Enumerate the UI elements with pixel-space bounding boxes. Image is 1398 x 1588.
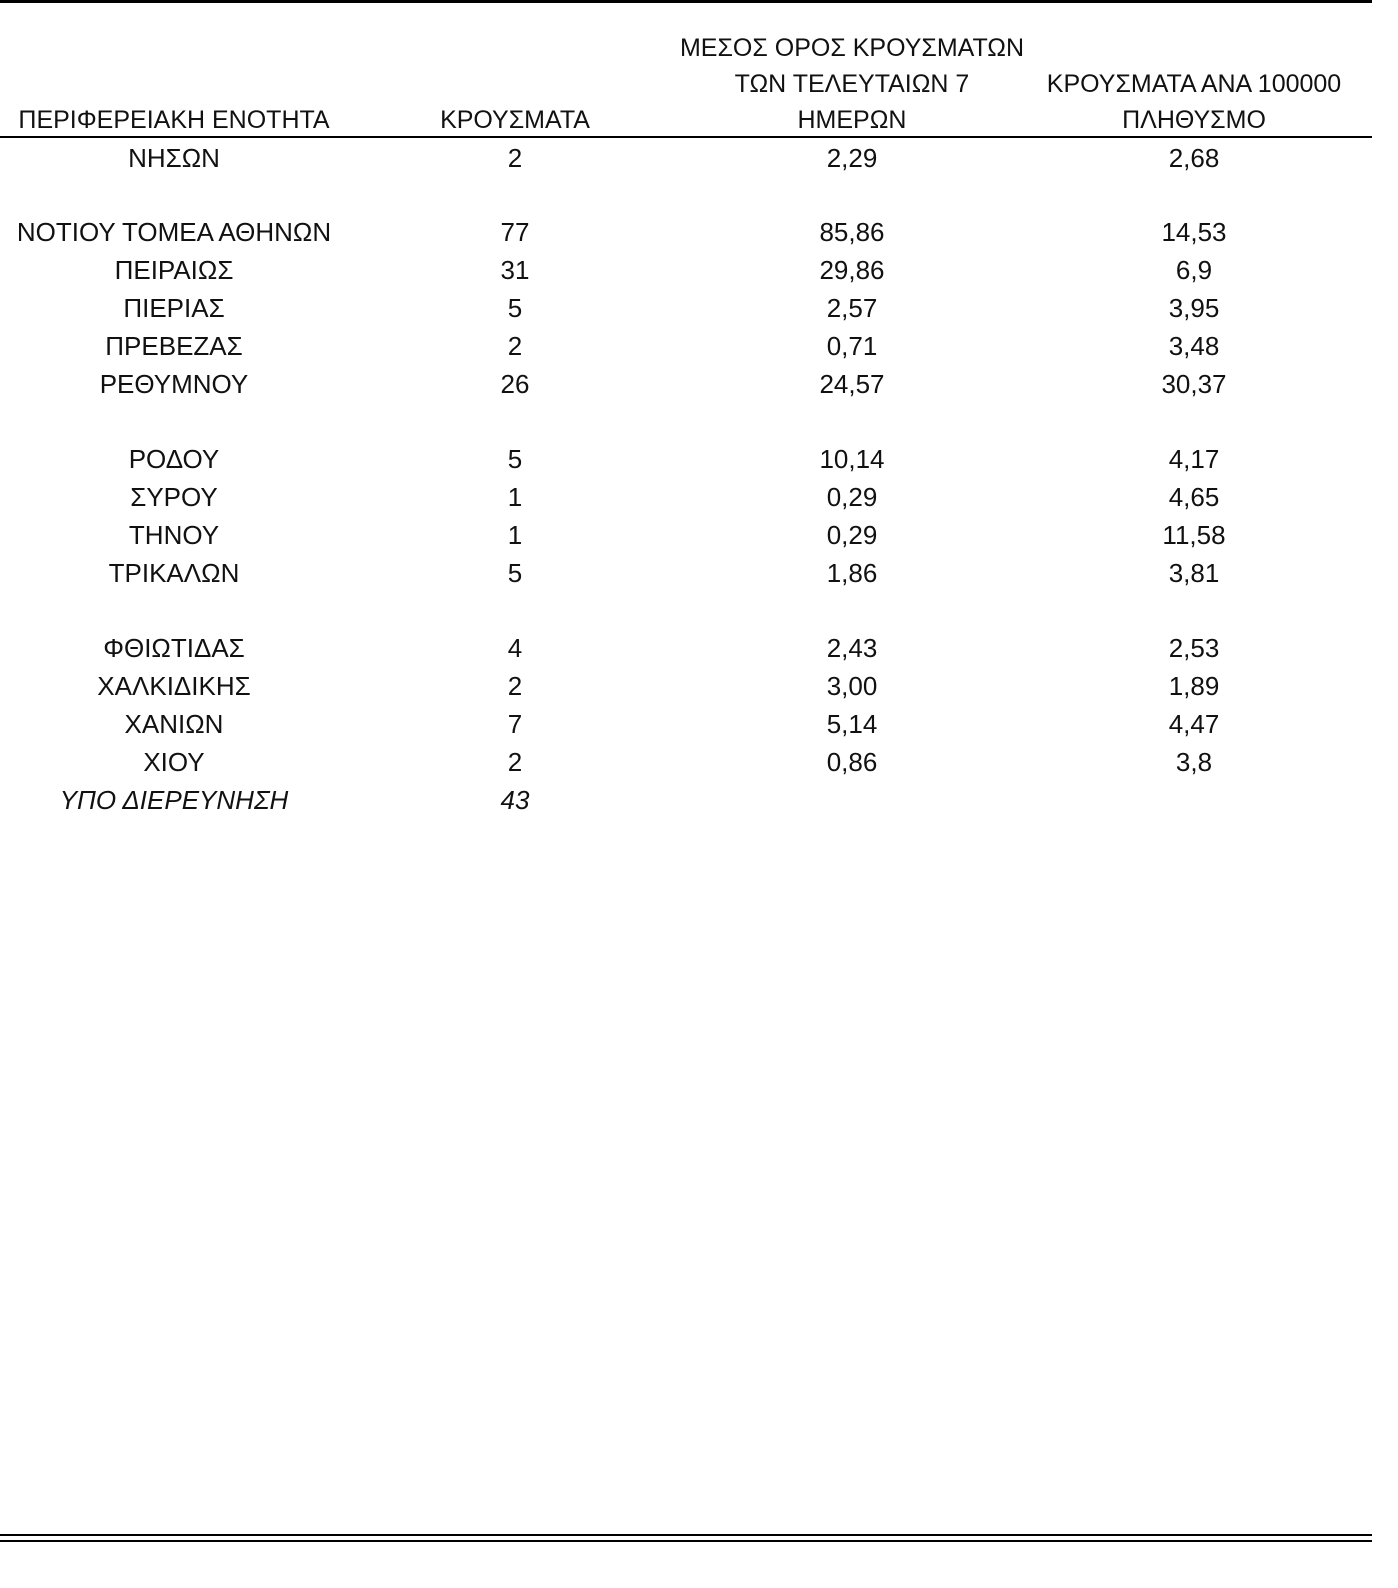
table-row [0, 668, 1372, 704]
cell-per100k: 6,9 [1175, 255, 1213, 285]
header-per100k-line-2: ΠΛΗΘΥΣΜΟ [1122, 106, 1266, 134]
cell-per100k: 30,37 [1161, 369, 1227, 399]
top-rule [0, 0, 1372, 3]
table-row [0, 744, 1372, 780]
table-row [0, 252, 1372, 288]
cell-avg7: 24,57 [819, 369, 885, 399]
table-row [0, 479, 1372, 515]
cell-region: ΠΙΕΡΙΑΣ [123, 293, 225, 323]
cell-per100k: 14,53 [1161, 217, 1227, 247]
cell-cases: 2 [507, 331, 523, 361]
bottom-rule-upper [0, 1534, 1372, 1536]
header-region [4, 34, 344, 138]
table-row [0, 706, 1372, 742]
cell-cases: 31 [500, 255, 530, 285]
cell-cases: 43 [500, 785, 530, 815]
header-cases [420, 34, 610, 138]
header-avg7 [652, 34, 1052, 138]
cell-avg7: 2,57 [826, 293, 878, 323]
cell-avg7: 1,86 [826, 558, 878, 588]
table-row [0, 630, 1372, 666]
cell-avg7: 85,86 [819, 217, 885, 247]
cell-avg7: 29,86 [819, 255, 885, 285]
table-row [0, 517, 1372, 553]
cell-per100k: 11,58 [1162, 520, 1226, 550]
cell-region: ΧΑΝΙΩΝ [124, 709, 224, 739]
cell-region: ΡΟΔΟΥ [128, 444, 220, 474]
header-rule [0, 136, 1372, 138]
cell-region: ΦΘΙΩΤΙΔΑΣ [103, 633, 245, 663]
table-row [0, 441, 1372, 477]
cell-per100k: 4,17 [1168, 444, 1220, 474]
table-row [0, 328, 1372, 364]
cell-cases: 7 [507, 709, 523, 739]
cell-region: ΝΟΤΙΟΥ ΤΟΜΕΑ ΑΘΗΝΩΝ [16, 217, 332, 247]
cell-avg7: 0,86 [826, 747, 878, 777]
cell-per100k: 1,89 [1168, 671, 1220, 701]
header-region-line: ΠΕΡΙΦΕΡΕΙΑΚΗ ΕΝΟΤΗΤΑ [18, 106, 330, 134]
cell-avg7: 10,14 [819, 444, 885, 474]
table-row [0, 290, 1372, 326]
cell-cases: 2 [507, 747, 523, 777]
cell-per100k [1012, 782, 1376, 818]
cell-region: ΣΥΡΟΥ [130, 482, 218, 512]
cell-per100k: 4,47 [1168, 709, 1220, 739]
cell-per100k: 2,53 [1168, 633, 1220, 663]
table-row [0, 366, 1372, 402]
cell-avg7: 2,29 [826, 143, 878, 173]
cell-cases: 77 [500, 217, 530, 247]
cell-region: ΤΡΙΚΑΛΩΝ [108, 558, 240, 588]
cell-avg7: 0,29 [826, 520, 878, 550]
cell-region: ΡΕΘΥΜΝΟΥ [99, 369, 249, 399]
header-per100k [1012, 34, 1376, 138]
cell-avg7: 0,71 [826, 331, 878, 361]
cell-cases: 4 [507, 633, 523, 663]
cell-per100k: 3,8 [1175, 747, 1213, 777]
cell-per100k: 4,65 [1168, 482, 1220, 512]
table-row [0, 555, 1372, 591]
cell-region: ΥΠΟ ΔΙΕΡΕΥΝΗΣΗ [59, 785, 289, 815]
cell-cases: 2 [507, 671, 523, 701]
header-avg7-line-2: ΤΩΝ ΤΕΛΕΥΤΑΙΩΝ 7 [734, 70, 970, 98]
cell-cases: 1 [507, 482, 523, 512]
cell-region: ΧΑΛΚΙΔΙΚΗΣ [97, 671, 251, 701]
cell-avg7: 5,14 [826, 709, 878, 739]
table-row-under-investigation [0, 782, 1372, 818]
cell-cases: 26 [500, 369, 530, 399]
cell-per100k: 3,81 [1168, 558, 1220, 588]
header-cases-line: ΚΡΟΥΣΜΑΤΑ [440, 106, 590, 134]
cell-region: ΧΙΟΥ [143, 747, 205, 777]
cell-region: ΝΗΣΩΝ [128, 143, 220, 173]
cell-per100k: 3,48 [1168, 331, 1220, 361]
header-per100k-line-1: ΚΡΟΥΣΜΑΤΑ ΑΝΑ 100000 [1046, 70, 1342, 98]
cell-cases: 2 [507, 143, 523, 173]
cell-avg7: 0,29 [826, 482, 878, 512]
cell-cases: 5 [507, 444, 523, 474]
cell-region: ΠΕΙΡΑΙΩΣ [114, 255, 234, 285]
cell-per100k: 2,68 [1168, 143, 1220, 173]
cell-per100k: 3,95 [1168, 293, 1220, 323]
header-avg7-line-1: ΜΕΣΟΣ ΟΡΟΣ ΚΡΟΥΣΜΑΤΩΝ [679, 34, 1025, 62]
bottom-rule-lower [0, 1540, 1372, 1542]
cell-cases: 1 [507, 520, 523, 550]
cell-avg7: 2,43 [826, 633, 878, 663]
cell-cases: 5 [507, 293, 523, 323]
header-avg7-line-3: ΗΜΕΡΩΝ [797, 106, 907, 134]
cell-avg7 [652, 782, 1052, 818]
table-row [0, 214, 1372, 250]
cell-region: ΠΡΕΒΕΖΑΣ [105, 331, 243, 361]
table-row [0, 140, 1372, 176]
cell-cases: 5 [507, 558, 523, 588]
cell-region: ΤΗΝΟΥ [128, 520, 220, 550]
cell-avg7: 3,00 [826, 671, 878, 701]
